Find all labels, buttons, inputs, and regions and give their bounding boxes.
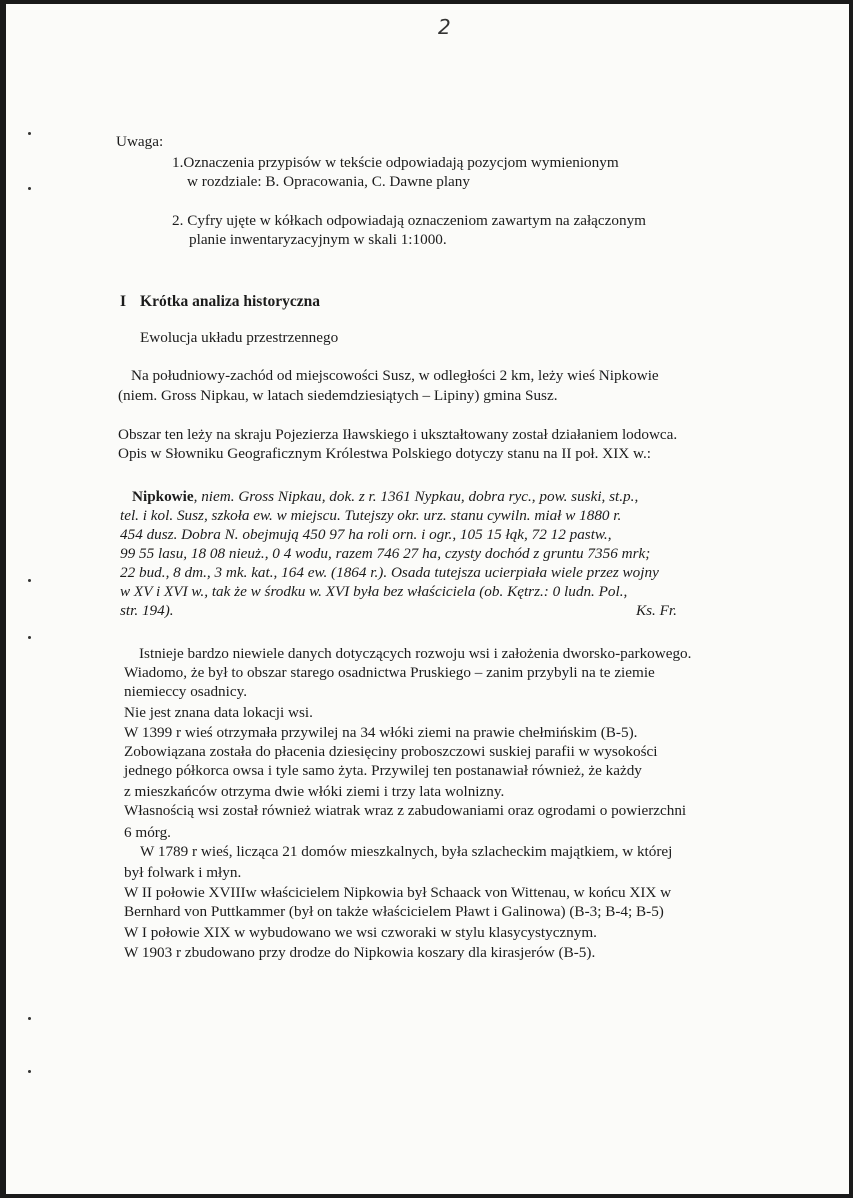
quote-line-1-rest: , niem. Gross Nipkau, dok. z r. 1361 Nypkau, dobra ryc., pow. suski, st.p.,: [193, 488, 639, 505]
note-item-2-line-2: planie inwentaryzacyjnym w skali 1:1000.: [189, 231, 447, 248]
history-p7: W I połowie XIX w wybudowano we wsi czworaki w stylu klasycystycznym.: [124, 924, 597, 941]
intro-line-1: Na południowy-zachód od miejscowości Susz, w odległości 2 km, leży wieś Nipkowie: [131, 367, 659, 384]
history-p4-line-1: Własnością wsi został również wiatrak wraz z zabudowaniami oraz ogrodami o powierzchni: [124, 802, 687, 819]
intro-line-2: (niem. Gross Nipkau, w latach siedemdziesiątych – Lipiny) gmina Susz.: [118, 387, 558, 404]
quote-line-1: [132, 487, 638, 506]
note-item-2-line-1: 2. Cyfry ujęte w kółkach odpowiadają oznaczeniom zawartym na załączonym: [172, 212, 646, 229]
note-label: Uwaga:: [116, 133, 164, 150]
quote-line-3: 454 dusz. Dobra N. obejmują 450 97 ha roli orn. i ogr., 105 15 łąk, 72 12 pastw.,: [120, 526, 612, 543]
history-p5-line-1: W 1789 r wieś, licząca 21 domów mieszkalnych, była szlacheckim majątkiem, w której: [140, 843, 673, 860]
history-p6-line-1: W II połowie XVIIIw właścicielem Nipkowia był Schaack von Wittenau, w końcu XIX w: [124, 884, 672, 901]
quote-line-5: 22 bud., 8 dm., 3 mk. kat., 164 ew. (1864 r.). Osada tutejsza ucierpiała wiele przez wojny: [120, 564, 659, 581]
history-p4-line-2: 6 mórg.: [124, 824, 171, 841]
quote-line-6: w XV i XVI w., tak że w środku w. XVI była bez właściciela (ob. Kętrz.: 0 ludn. Pol.,: [120, 583, 628, 600]
history-p5-line-2: był folwark i młyn.: [124, 864, 242, 881]
document-page: [6, 4, 849, 1194]
history-p2: Nie jest znana data lokacji wsi.: [124, 704, 313, 721]
quote-line-7: str. 194).: [120, 602, 174, 619]
history-p3-line-3: jednego półkorca owsa i tyle samo żyta. Przywilej ten postanawiał również, że każdy: [124, 762, 642, 779]
note-item-1-line-2: w rozdziale: B. Opracowania, C. Dawne plany: [187, 173, 470, 190]
scan-mark: [28, 579, 31, 582]
note-item-1-line-1: 1.Oznaczenia przypisów w tekście odpowiadają pozycjom wymienionym: [172, 154, 619, 171]
history-p3-line-2: Zobowiązana została do płacenia dziesięciny proboszczowi suskiej parafii w wysokości: [124, 743, 658, 760]
section-title: Krótka analiza historyczna: [140, 293, 321, 310]
history-p6-line-2: Bernhard von Puttkammer (był on także właścicielem Pławt i Galinowa) (B-3; B-4; B-5): [124, 903, 664, 920]
history-p1-line-3: niemieccy osadnicy.: [124, 683, 247, 700]
history-p3-line-1: W 1399 r wieś otrzymała przywilej na 34 włóki ziemi na prawie chełmińskim (B-5).: [124, 724, 638, 741]
quote-line-4: 99 55 lasu, 18 08 nieuż., 0 4 wodu, razem 746 27 ha, czysty dochód z gruntu 7356 mrk;: [120, 545, 651, 562]
history-p3-line-4: z mieszkańców otrzyma dwie włóki ziemi i trzy lata wolnizny.: [124, 783, 505, 800]
history-p8: W 1903 r zbudowano przy drodze do Nipkowia koszary dla kirasjerów (B-5).: [124, 944, 596, 961]
scan-mark: [28, 1017, 31, 1020]
scan-mark: [28, 187, 31, 190]
history-p1-line-1: Istnieje bardzo niewiele danych dotyczących rozwoju wsi i założenia dworsko-parkowego.: [139, 645, 692, 662]
area-line-2: Opis w Słowniku Geograficznym Królestwa Polskiego dotyczy stanu na II poł. XIX w.:: [118, 445, 652, 462]
quote-lead: Nipkowie: [132, 488, 194, 505]
quote-author: Ks. Fr.: [636, 602, 677, 619]
scan-mark: [28, 1070, 31, 1073]
section-subtitle: Ewolucja układu przestrzennego: [140, 329, 339, 346]
section-number: I: [120, 293, 127, 310]
area-line-1: Obszar ten leży na skraju Pojezierza Iławskiego i ukształtowany został działaniem lodowca.: [118, 426, 678, 443]
section-heading: [120, 292, 320, 311]
quote-line-2: tel. i kol. Susz, szkoła ew. w miejscu. Tutejszy okr. urz. stanu cywiln. miał w 1880 r.: [120, 507, 622, 524]
scan-mark: [28, 636, 31, 639]
history-p1-line-2: Wiadomo, że był to obszar starego osadnictwa Pruskiego – zanim przybyli na te ziemie: [124, 664, 655, 681]
scan-mark: [28, 132, 31, 135]
page-number: 2: [438, 15, 451, 39]
